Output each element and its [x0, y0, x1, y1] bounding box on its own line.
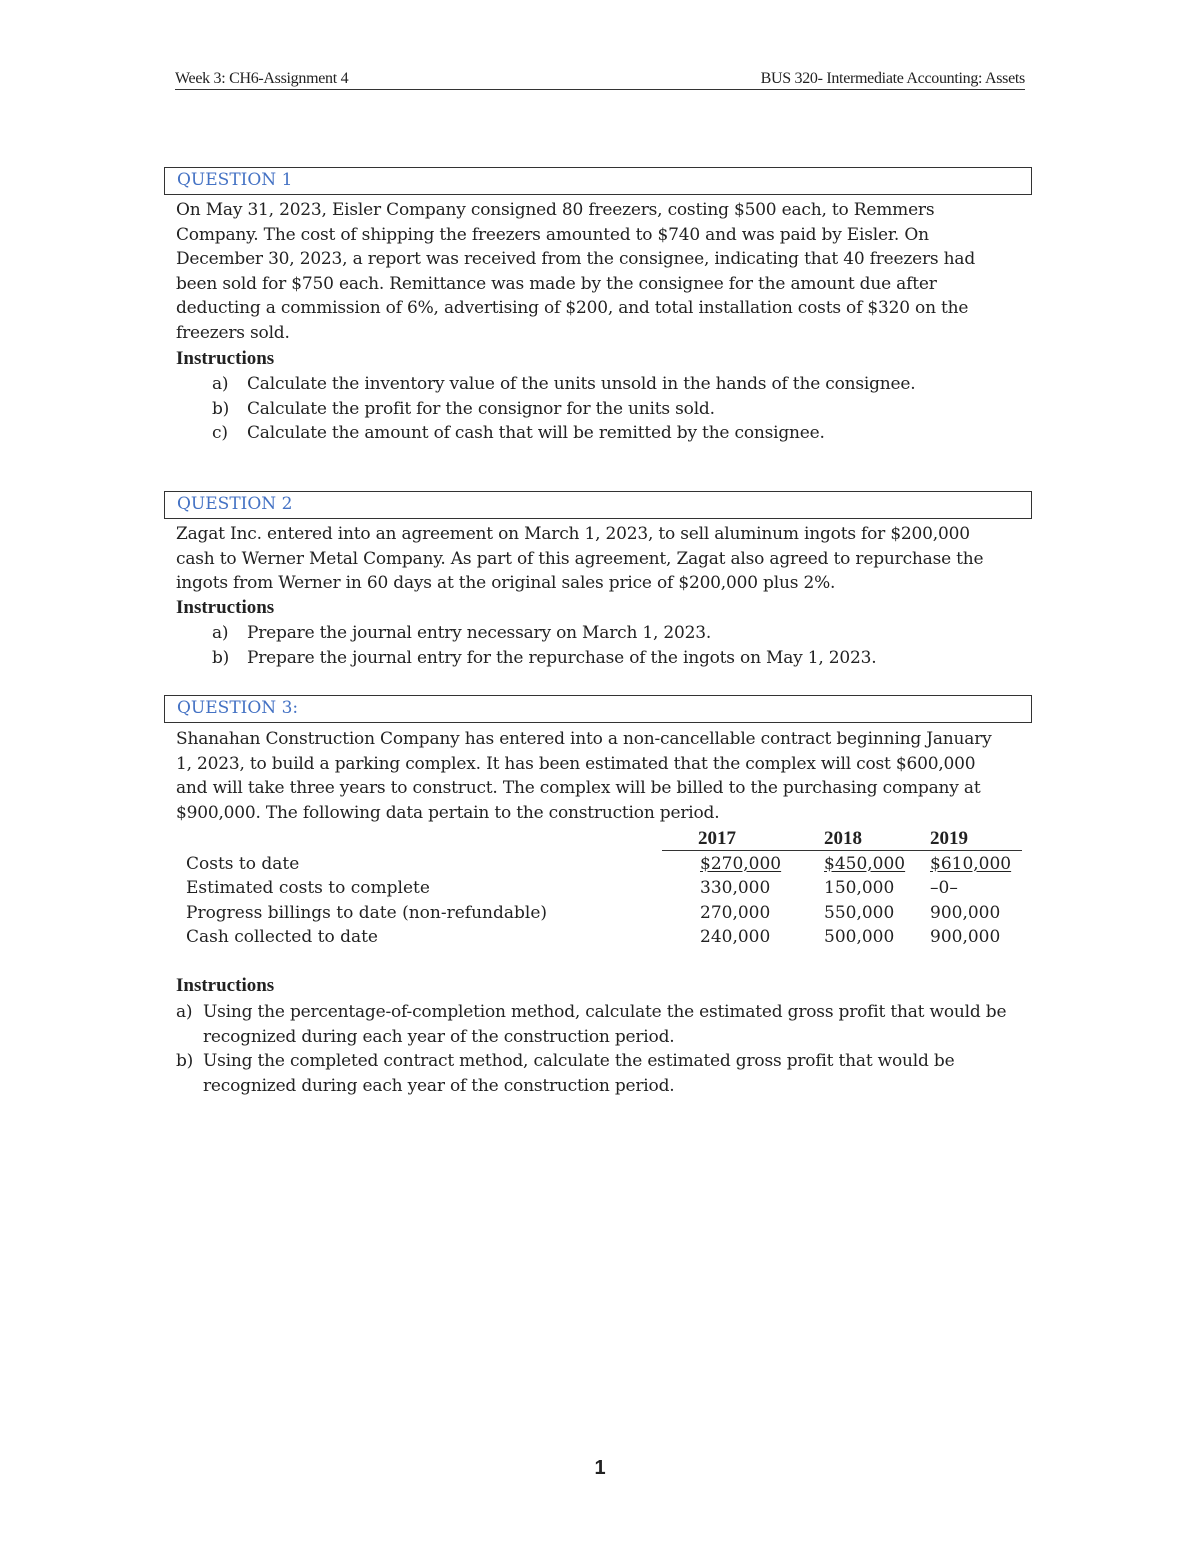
table-cell: 900,000 [930, 902, 1001, 923]
question-2-instructions-list [212, 621, 876, 670]
list-item [176, 1049, 1006, 1098]
question-1-text [176, 198, 1016, 346]
table-header-cell: 2017 [698, 828, 736, 849]
question-3-instructions-label: Instructions [176, 975, 275, 996]
question-1-line: December 30, 2023, a report was received from the consignee, indicating that 40 freezers had [176, 249, 976, 270]
table-cell: $270,000 [700, 853, 782, 874]
table-cell: 900,000 [930, 927, 1001, 948]
list-item-label: a) [212, 374, 229, 394]
table-row [186, 901, 1026, 926]
table-cell: $610,000 [930, 853, 1012, 874]
table-header-cell: 2018 [824, 828, 862, 849]
list-item-text: Using the completed contract method, calculate the estimated gross profit that would be [203, 1051, 955, 1072]
list-item [212, 397, 915, 422]
list-item [212, 421, 915, 446]
question-3-line: Shanahan Construction Company has entered into a non-cancellable contract beginning January [176, 729, 992, 749]
list-item [212, 372, 915, 397]
list-item [212, 646, 876, 671]
table-cell: 550,000 [824, 902, 895, 923]
question-2-title: QUESTION 2 [177, 494, 293, 514]
table-cell: 240,000 [700, 927, 771, 948]
list-item-label: a) [176, 1002, 193, 1022]
list-item-label: b) [212, 647, 230, 668]
question-2-line: Zagat Inc. entered into an agreement on March 1, 2023, to sell aluminum ingots for $200,000 [176, 524, 970, 544]
list-item-text-continued: recognized during each year of the construction period. [203, 1026, 675, 1047]
list-item-text: Calculate the inventory value of the units unsold in the hands of the consignee. [247, 374, 916, 394]
question-3-title-box [164, 695, 1032, 723]
question-3-line: $900,000. The following data pertain to the construction period. [176, 802, 720, 823]
table-cell: 150,000 [824, 878, 895, 899]
list-item-label: a) [212, 623, 229, 643]
question-3-instructions-list [176, 1000, 1006, 1098]
table-header-row [186, 827, 1026, 852]
question-1-line: On May 31, 2023, Eisler Company consigned 80 freezers, costing $500 each, to Remmers [176, 200, 935, 220]
list-item-label: b) [176, 1051, 194, 1072]
table-row-label: Cash collected to date [186, 927, 378, 948]
header-right: BUS 320- Intermediate Accounting: Assets [760, 70, 1025, 87]
table-row [186, 852, 1026, 877]
question-2-line: ingots from Werner in 60 days at the original sales price of $200,000 plus 2%. [176, 573, 836, 594]
question-1-line: deducting a commission of 6%, advertising of $200, and total installation costs of $320 on the [176, 298, 969, 319]
question-2-title-box [164, 491, 1032, 519]
question-3-title: QUESTION 3: [177, 698, 299, 718]
table-cell: 500,000 [824, 927, 895, 948]
list-item-text: Calculate the profit for the consignor for the units sold. [247, 398, 715, 419]
question-2-instructions-label: Instructions [176, 597, 275, 618]
question-1-instructions-label: Instructions [176, 348, 275, 369]
question-2-line: cash to Werner Metal Company. As part of this agreement, Zagat also agreed to repurchase the [176, 548, 984, 569]
question-3-line: and will take three years to construct. The complex will be billed to the purchasing company at [176, 778, 981, 799]
header-left: Week 3: CH6-Assignment 4 [175, 70, 349, 87]
question-1-instructions-list [212, 372, 915, 446]
list-item-label: c) [212, 423, 228, 444]
question-1-title: QUESTION 1 [177, 170, 293, 190]
list-item [212, 621, 876, 646]
list-item-text: Prepare the journal entry necessary on March 1, 2023. [247, 623, 712, 643]
table-cell: 270,000 [700, 902, 771, 923]
page-header [175, 70, 1025, 90]
question-1-title-box [164, 167, 1032, 195]
question-3-line: 1, 2023, to build a parking complex. It has been estimated that the complex will cost $600,000 [176, 753, 976, 774]
list-item-text-continued: recognized during each year of the construction period. [203, 1075, 675, 1096]
question-3-text [176, 727, 1016, 825]
question-2-text [176, 522, 1016, 596]
list-item-text: Prepare the journal entry for the repurchase of the ingots on May 1, 2023. [247, 647, 877, 668]
table-row [186, 876, 1026, 901]
table-header-cell: 2019 [930, 828, 968, 849]
page-number: 1 [594, 1457, 606, 1479]
question-1-line: Company. The cost of shipping the freezers amounted to $740 and was paid by Eisler. On [176, 224, 929, 245]
construction-data-table [186, 827, 1026, 950]
question-1-line: been sold for $750 each. Remittance was made by the consignee for the amount due after [176, 273, 937, 294]
table-row-label: Costs to date [186, 853, 300, 874]
list-item-text: Calculate the amount of cash that will be remitted by the consignee. [247, 423, 825, 444]
list-item [176, 1000, 1006, 1049]
table-cell: $450,000 [824, 853, 906, 874]
table-row-label: Progress billings to date (non-refundable) [186, 902, 548, 923]
question-1-line: freezers sold. [176, 322, 290, 343]
table-cell: 330,000 [700, 878, 771, 899]
table-cell: –0– [930, 878, 958, 899]
table-row-label: Estimated costs to complete [186, 878, 430, 899]
list-item-label: b) [212, 398, 230, 419]
list-item-text: Using the percentage-of-completion method, calculate the estimated gross profit that would be [203, 1002, 1007, 1022]
table-row [186, 925, 1026, 950]
